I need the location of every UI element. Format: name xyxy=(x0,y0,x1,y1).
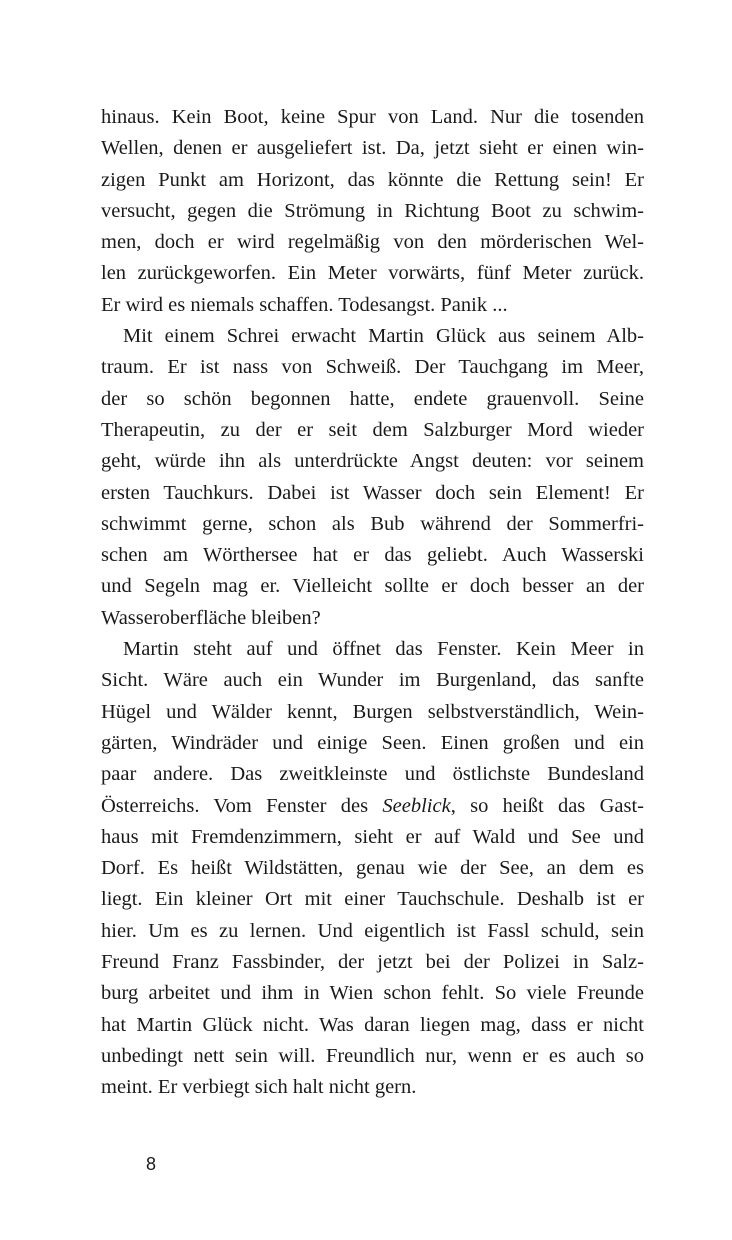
text-line: Wasseroberfläche bleiben? xyxy=(101,606,321,629)
text-segment: , so heißt das Gast- xyxy=(450,794,645,817)
text-line: und Segeln mag er. Vielleicht sollte er doch besser an der xyxy=(101,575,644,598)
text-line: Hügel und Wälder kennt, Burgen selbstverständlich, Wein- xyxy=(101,700,644,723)
text-line: Martin steht auf und öffnet das Fenster. Kein Meer in xyxy=(123,638,644,661)
text-line: schen am Wörthersee hat er das geliebt. Auch Wasserski xyxy=(101,544,644,567)
text-line: Sicht. Wäre auch ein Wunder im Burgenland, das sanfte xyxy=(101,669,644,692)
text-line: Wellen, denen er ausgeliefert ist. Da, jetzt sieht er einen win- xyxy=(101,137,644,160)
text-line: ersten Tauchkurs. Dabei ist Wasser doch sein Element! Er xyxy=(101,481,644,504)
text-line: liegt. Ein kleiner Ort mit einer Tauchschule. Deshalb ist er xyxy=(101,888,644,911)
text-line: Therapeutin, zu der er seit dem Salzburger Mord wieder xyxy=(101,418,644,441)
text-line: unbedingt nett sein will. Freundlich nur, wenn er es auch so xyxy=(101,1044,644,1067)
text-line: hat Martin Glück nicht. Was daran liegen mag, dass er nicht xyxy=(101,1013,644,1036)
text-segment: Österreichs. Vom Fenster des xyxy=(101,794,383,817)
text-line: hier. Um es zu lernen. Und eigentlich ist Fassl schuld, sein xyxy=(101,919,644,942)
text-line: gärten, Windräder und einige Seen. Einen großen und ein xyxy=(101,731,644,754)
text-line: geht, würde ihn als unterdrückte Angst deuten: vor seinem xyxy=(101,450,644,473)
text-line: men, doch er wird regelmäßig von den mörderischen Wel- xyxy=(101,231,644,254)
text-line: paar andere. Das zweitkleinste und östlichste Bundesland xyxy=(101,763,644,786)
text-line: zigen Punkt am Horizont, das könnte die Rettung sein! Er xyxy=(101,168,644,191)
text-line: der so schön begonnen hatte, endete grauenvoll. Seine xyxy=(101,387,644,410)
text-line: versucht, gegen die Strömung in Richtung Boot zu schwim- xyxy=(101,199,644,222)
text-line: Er wird es niemals schaffen. Todesangst. Panik ... xyxy=(101,293,508,316)
text-line: Dorf. Es heißt Wildstätten, genau wie der See, an dem es xyxy=(101,857,644,880)
body-text xyxy=(101,102,644,1104)
text-line: schwimmt gerne, schon als Bub während der Sommerfri- xyxy=(101,512,644,535)
page-number: 8 xyxy=(146,1154,157,1174)
text-line: meint. Er verbiegt sich halt nicht gern. xyxy=(101,1076,417,1099)
text-line-with-italic xyxy=(101,791,644,822)
italic-word-seeblick: Seeblick xyxy=(382,794,451,817)
text-line: Mit einem Schrei erwacht Martin Glück aus seinem Alb- xyxy=(123,325,644,348)
text-line: burg arbeitet und ihm in Wien schon fehlt. So viele Freunde xyxy=(101,982,644,1005)
text-line: Freund Franz Fassbinder, der jetzt bei der Polizei in Salz- xyxy=(101,951,644,974)
text-line: traum. Er ist nass von Schweiß. Der Tauchgang im Meer, xyxy=(101,356,644,379)
text-line: haus mit Fremdenzimmern, sieht er auf Wald und See und xyxy=(101,825,644,848)
text-line: len zurückgeworfen. Ein Meter vorwärts, fünf Meter zurück. xyxy=(101,262,644,285)
text-line: hinaus. Kein Boot, keine Spur von Land. Nur die tosenden xyxy=(101,106,644,128)
